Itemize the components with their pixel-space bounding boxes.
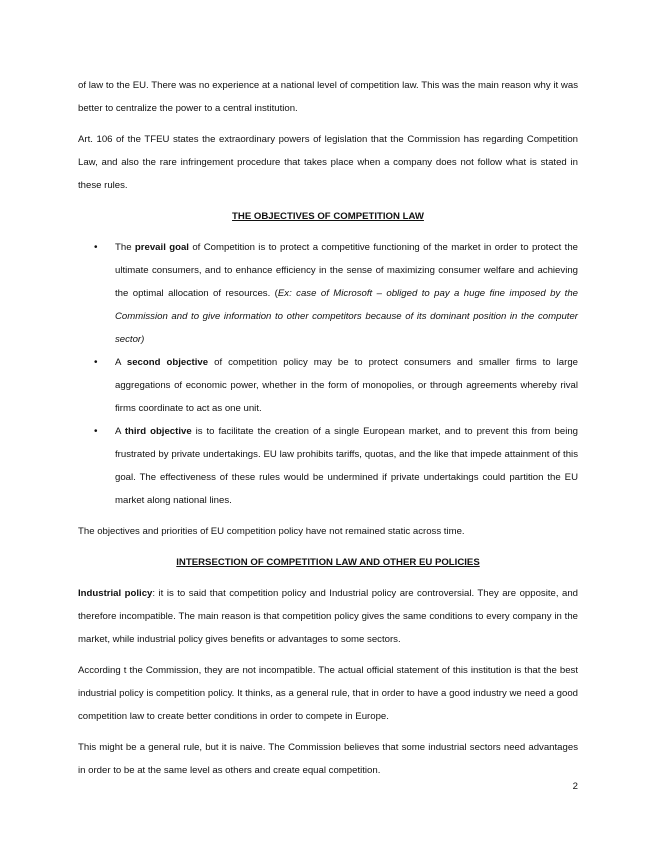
list-item-example: Ex: case of Microsoft – obliged to pay a huge fine imposed by the Commission and to give information to other competitors because of its dominant position in the computer sector) [115,288,579,345]
list-item-text: of competition policy may be to protect consumers and smaller firms to large aggregations of economic power, whether in the form of monopolies, or through agreements whereby rival firms coordinate to act as one unit. [115,357,578,414]
list-item [78,420,578,512]
paragraph-objectives-closing: The objectives and priorities of EU competition policy have not remained static across time. [78,526,465,537]
document-page [78,74,578,782]
paragraph-industrial-policy [78,582,578,651]
paragraph-text: : it is to said that competition policy and Industrial policy are controversial. They are opposite, and therefore incompatible. The main reason is that competition policy gives the same conditions to every company in the market, while industrial policy gives benefits or advantages to some sectors. [78,588,578,645]
term-industrial-policy: Industrial policy [78,588,153,599]
paragraph-naive-rule: This might be a general rule, but it is naive. The Commission believes that some industrial sectors need advantages in order to be at the same level as others and create equal competition. [78,742,578,776]
list-item-text: of Competition is to protect a competitive functioning of the market in order to protect the ultimate consumers, and to enhance efficiency in the sense of maximizing consumer welfare and achieving the optimal allocation of resources. ( [115,242,578,299]
list-item-prefix: A [115,357,127,368]
bullet-icon: • [94,357,98,368]
list-item [78,351,578,420]
bullet-icon: • [94,242,98,253]
list-item-text: is to facilitate the creation of a single European market, and to prevent this from being frustrated by private undertakings. EU law prohibits tariffs, quotas, and the like that impede attainment of this goal. The effectiveness of these rules would be undermined if private undertakings could partition the EU market along national lines. [115,426,578,506]
list-item-bold: second objective [126,357,209,368]
section-heading-intersection: INTERSECTION OF COMPETITION LAW AND OTHER EU POLICIES [176,557,480,568]
page-number: 2 [572,781,578,792]
list-item-bold: prevail goal [134,242,189,253]
list-item-prefix: The [115,242,135,253]
paragraph-intro: of law to the EU. There was no experience at a national level of competition law. This was the main reason why it was better to centralize the power to a central institution. [78,80,578,114]
bullet-icon: • [94,426,98,437]
section-heading-objectives: THE OBJECTIVES OF COMPETITION LAW [232,211,424,222]
list-item [78,236,578,351]
objectives-list [78,236,578,512]
list-item-bold: third objective [124,426,192,437]
list-item-prefix: A [115,426,125,437]
paragraph-commission-view: According t the Commission, they are not incompatible. The actual official statement of this institution is that the best industrial policy is competition policy. It thinks, as a general rule, that in order to have a good industry we need a good competition law to create better conditions in order to compete in Europe. [78,665,578,722]
paragraph-art-106: Art. 106 of the TFEU states the extraordinary powers of legislation that the Commission has regarding Competition Law, and also the rare infringement procedure that takes place when a company does not follow what is stated in these rules. [78,134,578,191]
